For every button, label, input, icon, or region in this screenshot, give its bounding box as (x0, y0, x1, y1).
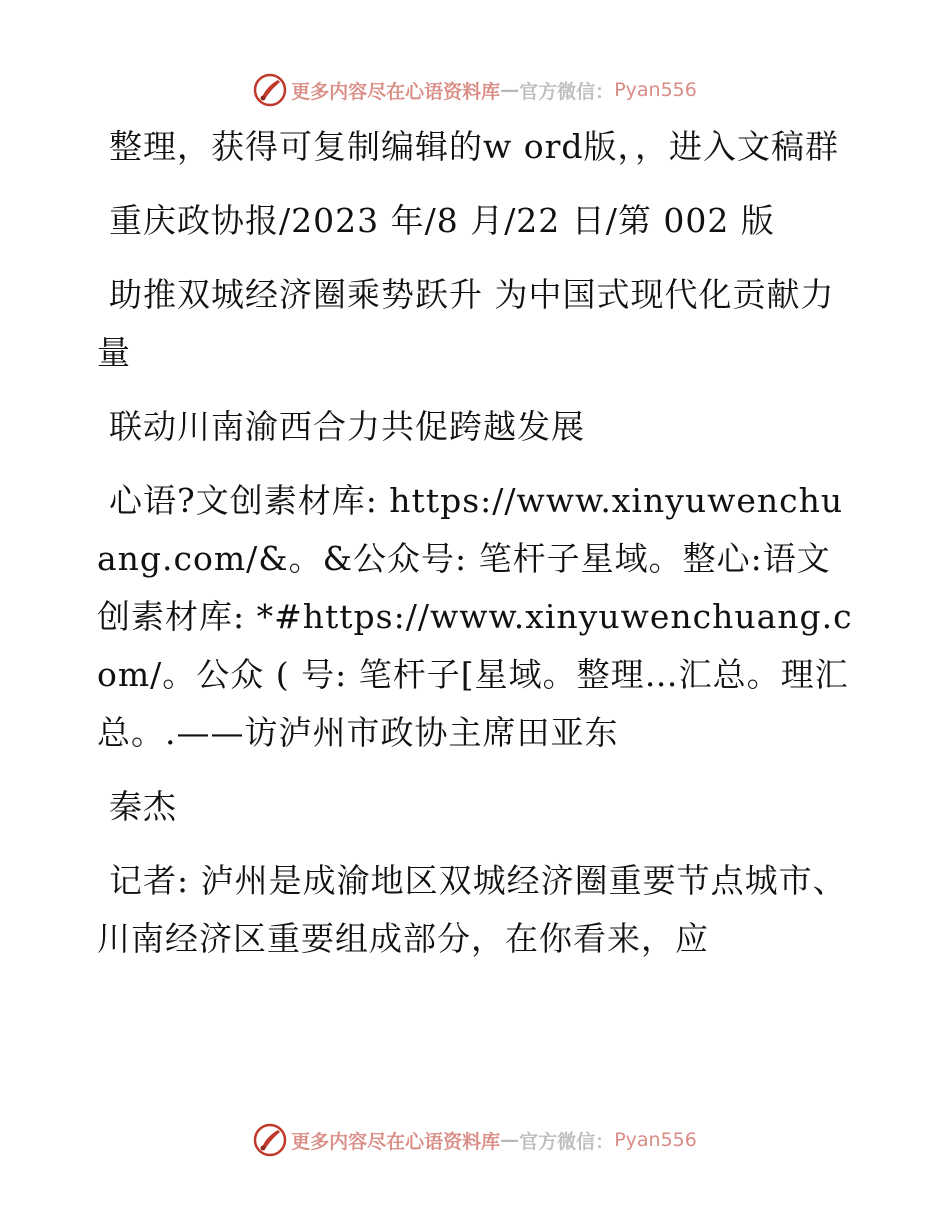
watermark-main-text: 更多内容尽在心语资料库 (291, 1130, 501, 1153)
watermark-wechat-id: Pyan556 (614, 1129, 697, 1151)
watermark-separator: — (500, 1129, 520, 1151)
watermark-wechat-label: 官方微信： (519, 80, 615, 103)
brush-logo-icon (253, 1123, 287, 1157)
document-body (97, 118, 857, 984)
author-line: 秦杰 (109, 787, 177, 826)
body-paragraph: 心语?文创素材库: https://www.xinyuwenchuang.com/&。&公众号: 笔杆子星域。整心:语文创素材库: *#https://www.xinyuwenchuang.com/。公众 ( 号: 笔杆子[星域。整理…汇总。理汇总。.——访泸州市政协主席田亚东 (97, 481, 853, 752)
footer-watermark (0, 1120, 950, 1160)
headline: 助推双城经济圈乘势跃升 为中国式现代化贡献力量 (97, 275, 835, 372)
interview-paragraph: 记者: 泸州是成渝地区双城经济圈重要节点城市、川南经济区重要组成部分，在你看来，应 (97, 861, 847, 958)
header-watermark (0, 70, 950, 110)
brush-logo-icon (253, 73, 287, 107)
watermark-separator: — (500, 79, 520, 101)
watermark-main-text: 更多内容尽在心语资料库 (291, 80, 501, 103)
watermark-wechat-id: Pyan556 (614, 79, 697, 101)
subheadline: 联动川南渝西合力共促跨越发展 (109, 407, 585, 446)
source-line: 重庆政协报/2023 年/8 月/22 日/第 002 版 (109, 201, 775, 240)
watermark-wechat-label: 官方微信： (519, 1130, 615, 1153)
intro-line: 整理，获得可复制编辑的w ord版，，进入文稿群 (109, 127, 840, 166)
